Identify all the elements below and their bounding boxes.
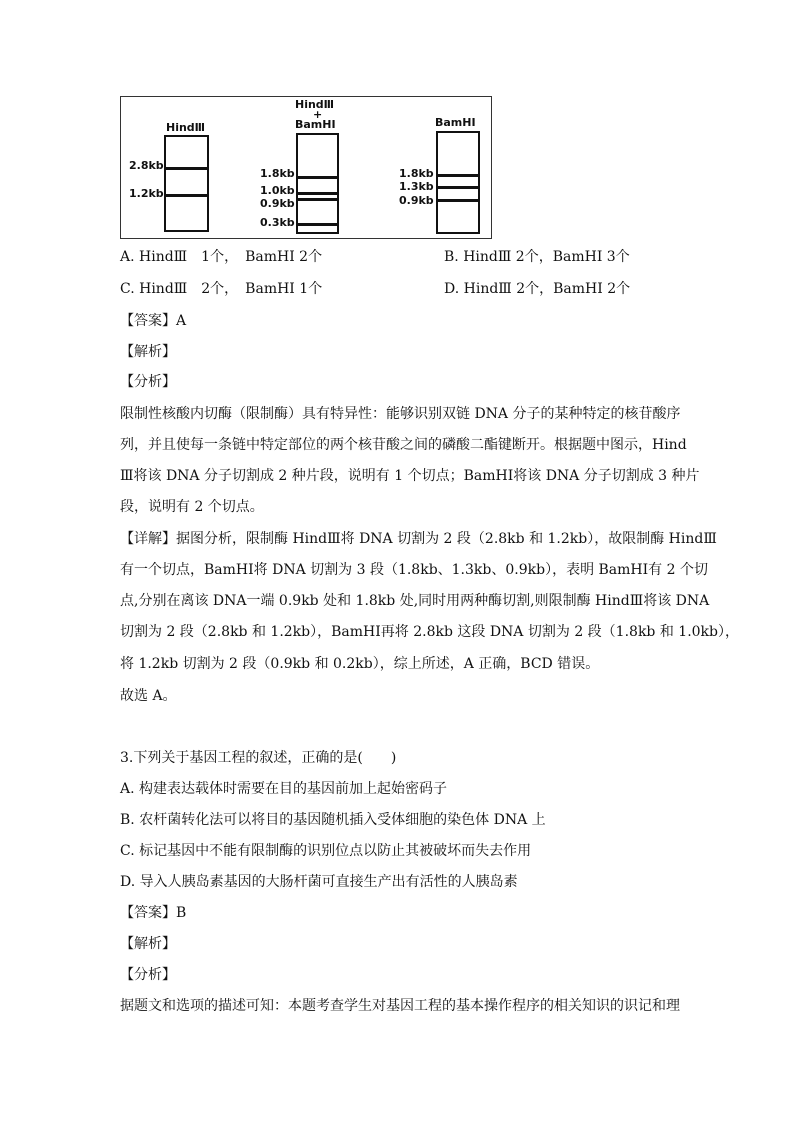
q2-option-d: D. HindⅢ 2个，BamHⅠ 2个 [444, 281, 631, 297]
q2-jiexi-heading: 【解析】 [120, 344, 176, 360]
band-label: 1.0kb [260, 184, 295, 197]
band-label: 0.3kb [260, 216, 295, 229]
bam-lane [436, 131, 480, 234]
band-label: 1.8kb [260, 167, 295, 180]
q3-option-b: B. 农杆菌转化法可以将目的基因随机插入受体细胞的染色体 DNA 上 [120, 812, 546, 828]
band-label: 1.8kb [399, 167, 434, 180]
band-label: 1.2kb [129, 187, 164, 200]
combo-lane-title-top: HindⅢ [295, 98, 335, 111]
gel-band [298, 223, 337, 226]
band-label: 0.9kb [260, 197, 295, 210]
q3-fenxi-heading: 【分析】 [120, 967, 176, 983]
q2-conclusion: 故选 A。 [120, 688, 177, 704]
q2-option-b: B. HindⅢ 2个，BamHⅠ 3个 [444, 249, 630, 265]
q2-analysis-line: Ⅲ将该 DNA 分子切割成 2 种片段，说明有 1 个切点；BamHⅠ将该 DNA 分子切割成 3 种片 [120, 468, 700, 484]
q2-detail-line: 【详解】据图分析，限制酶 HindⅢ将 DNA 切割为 2 段（2.8kb 和 1.2kb），故限制酶 HindⅢ [120, 531, 717, 547]
gel-band [438, 199, 478, 202]
band-label: 1.3kb [399, 180, 434, 193]
q2-detail-line: 有一个切点，BamHⅠ将 DNA 切割为 3 段（1.8kb、1.3kb、0.9kb），表明 BamHⅠ有 2 个切 [120, 562, 708, 578]
q2-detail-line: 切割为 2 段（2.8kb 和 1.2kb），BamHⅠ再将 2.8kb 这段 DNA 切割为 2 段（1.8kb 和 1.0kb）， [120, 624, 739, 640]
q2-detail-line: 将 1.2kb 切割为 2 段（0.9kb 和 0.2kb），综上所述，A 正确，BCD 错误。 [120, 656, 600, 672]
gel-band [438, 174, 478, 177]
q3-option-c: C. 标记基因中不能有限制酶的识别位点以防止其被破坏而失去作用 [120, 843, 532, 859]
combo-lane [296, 133, 339, 234]
band-label: 0.9kb [399, 194, 434, 207]
hind-lane-title: HindⅢ [166, 121, 206, 134]
gel-band [298, 198, 337, 201]
combo-lane-title-bottom: BamHI [295, 118, 336, 131]
q2-analysis-line: 限制性核酸内切酶（限制酶）具有特异性：能够识别双链 DNA 分子的某种特定的核苷酸序 [120, 406, 681, 422]
q2-analysis-line: 列，并且使每一条链中特定部位的两个核苷酸之间的磷酸二酯键断开。根据题中图示，Hind [120, 437, 687, 453]
q3-jiexi-heading: 【解析】 [120, 936, 176, 952]
combo-lane-plus: + [313, 108, 323, 121]
gel-band [438, 186, 478, 189]
q3-option-a: A. 构建表达载体时需要在目的基因前加上起始密码子 [120, 781, 448, 797]
bam-lane-title: BamHI [435, 116, 476, 129]
q2-answer: 【答案】A [120, 313, 187, 329]
gel-band [166, 167, 207, 170]
gel-band [298, 192, 337, 195]
q3-analysis-line: 据题文和选项的描述可知：本题考查学生对基因工程的基本操作程序的相关知识的识记和理 [120, 998, 680, 1014]
band-label: 2.8kb [129, 159, 164, 172]
q2-option-c: C. HindⅢ 2个， BamHⅠ 1个 [120, 281, 323, 297]
q3-answer: 【答案】B [120, 905, 187, 921]
q2-option-a: A. HindⅢ 1个， BamHⅠ 2个 [120, 249, 323, 265]
q3-stem: 3.下列关于基因工程的叙述，正确的是( ) [120, 750, 397, 766]
gel-band [166, 194, 207, 197]
q3-option-d: D. 导入人胰岛素基因的大肠杆菌可直接生产出有活性的人胰岛素 [120, 874, 518, 890]
gel-band [298, 176, 337, 179]
q2-fenxi-heading: 【分析】 [120, 374, 176, 390]
q2-analysis-line: 段，说明有 2 个切点。 [120, 499, 264, 515]
hind-lane [164, 135, 209, 232]
q2-detail-line: 点,分别在离该 DNA一端 0.9kb 处和 1.8kb 处,同时用两种酶切割,则限制酶 HindⅢ将该 DNA [120, 593, 710, 609]
